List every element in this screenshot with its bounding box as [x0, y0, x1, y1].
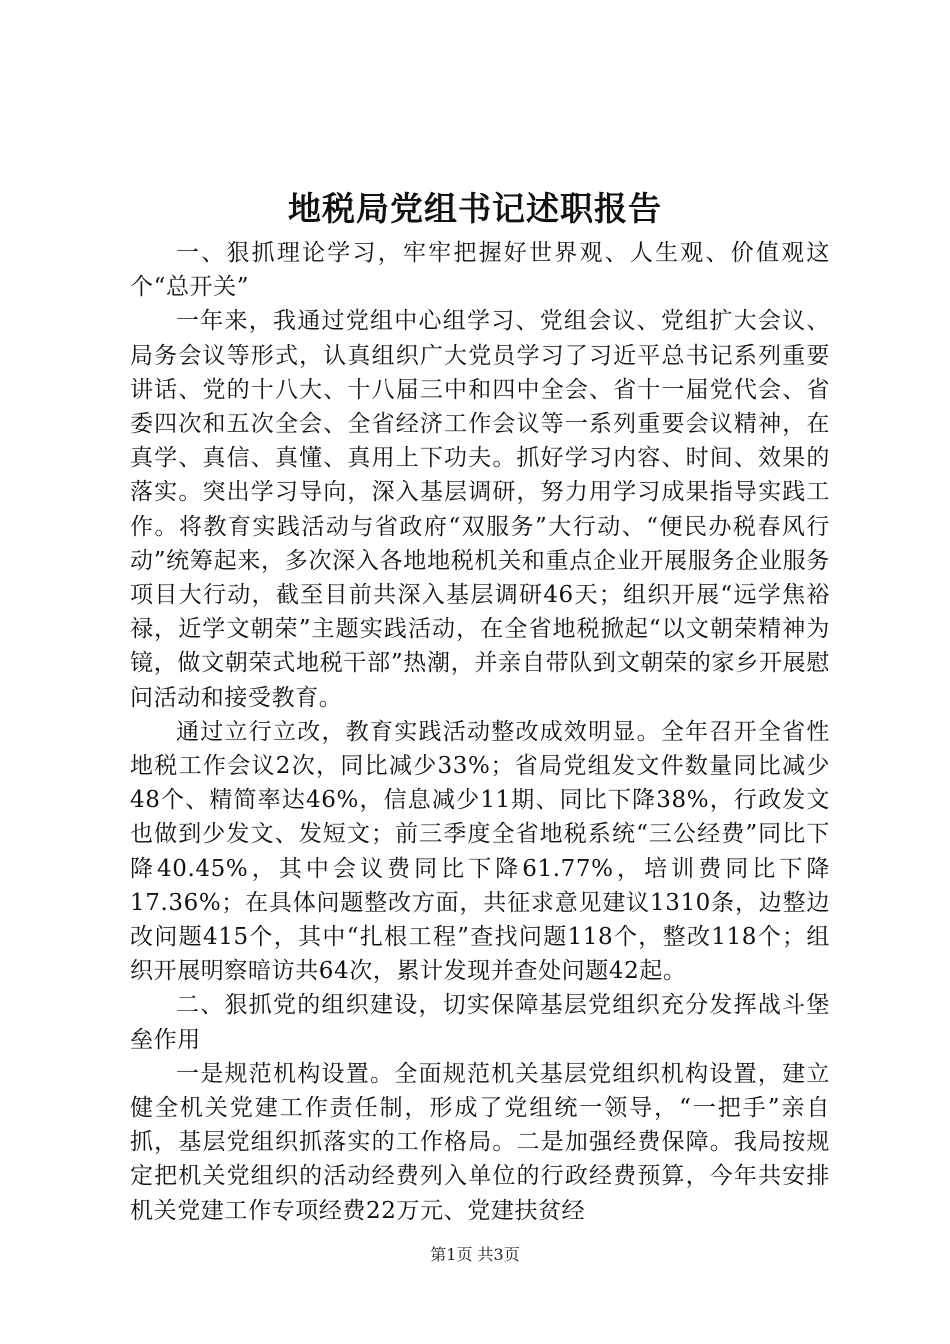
body-paragraph: 一年来，我通过党组中心组学习、党组会议、党组扩大会议、局务会议等形式，认真组织广大党员学习了习近平总书记系列重要讲话、党的十八大、十八届三中和四中全会、省十一届党代会、省委四次和五次全会、全省经济工作会议等一系列重要会议精神，在真学、真信、真懂、真用上下功夫。抓好学习内容、时间、效果的落实。突出学习导向，深入基层调研，努力用学习成果指导实践工作。将教育实践活动与省政府“双服务”大行动、“便民办税春风行动”统筹起来，多次深入各地地税机关和重点企业开展服务企业服务项目大行动，截至目前共深入基层调研46天；组织开展“远学焦裕禄，近学文朝荣”主题实践活动，在全省地税掀起“以文朝荣精神为镜，做文朝荣式地税干部”热潮，并亲自带队到文朝荣的家乡开展慰问活动和接受教育。: [130, 308, 830, 711]
section-heading-1: 一、狠抓理论学习，牢牢把握好世界观、人生观、价值观这个“总开关”: [130, 240, 830, 301]
body-paragraph: 一是规范机构设置。全面规范机关基层党组织机构设置，建立健全机关党建工作责任制，形成了党组统一领导，“一把手”亲自抓，基层党组织抓落实的工作格局。二是加强经费保障。我局按规定把机关党组织的活动经费列入单位的行政经费预算，今年共安排机关党建工作专项经费22万元、党建扶贫经: [130, 1060, 830, 1224]
document-body: [130, 236, 830, 1228]
page-footer: 第1页 共3页: [430, 1245, 520, 1264]
body-paragraph: 通过立行立改，教育实践活动整改成效明显。全年召开全省性地税工作会议2次，同比减少33%；省局党组发文件数量同比减少48个、精简率达46%，信息减少11期、同比下降38%，行政发文也做到少发文、发短文；前三季度全省地税系统“三公经费”同比下降40.45%，其中会议费同比下降61.77%，培训费同比下降17.36%；在具体问题整改方面，共征求意见建议1310条，边整边改问题415个，其中“扎根工程”查找问题118个，整改118个；组织开展明察暗访共64次，累计发现并查处问题42起。: [130, 718, 830, 985]
section-heading-2: 二、狠抓党的组织建设，切实保障基层党组织充分发挥战斗堡垒作用: [130, 992, 830, 1053]
document-title: 地税局党组书记述职报告: [288, 189, 662, 228]
